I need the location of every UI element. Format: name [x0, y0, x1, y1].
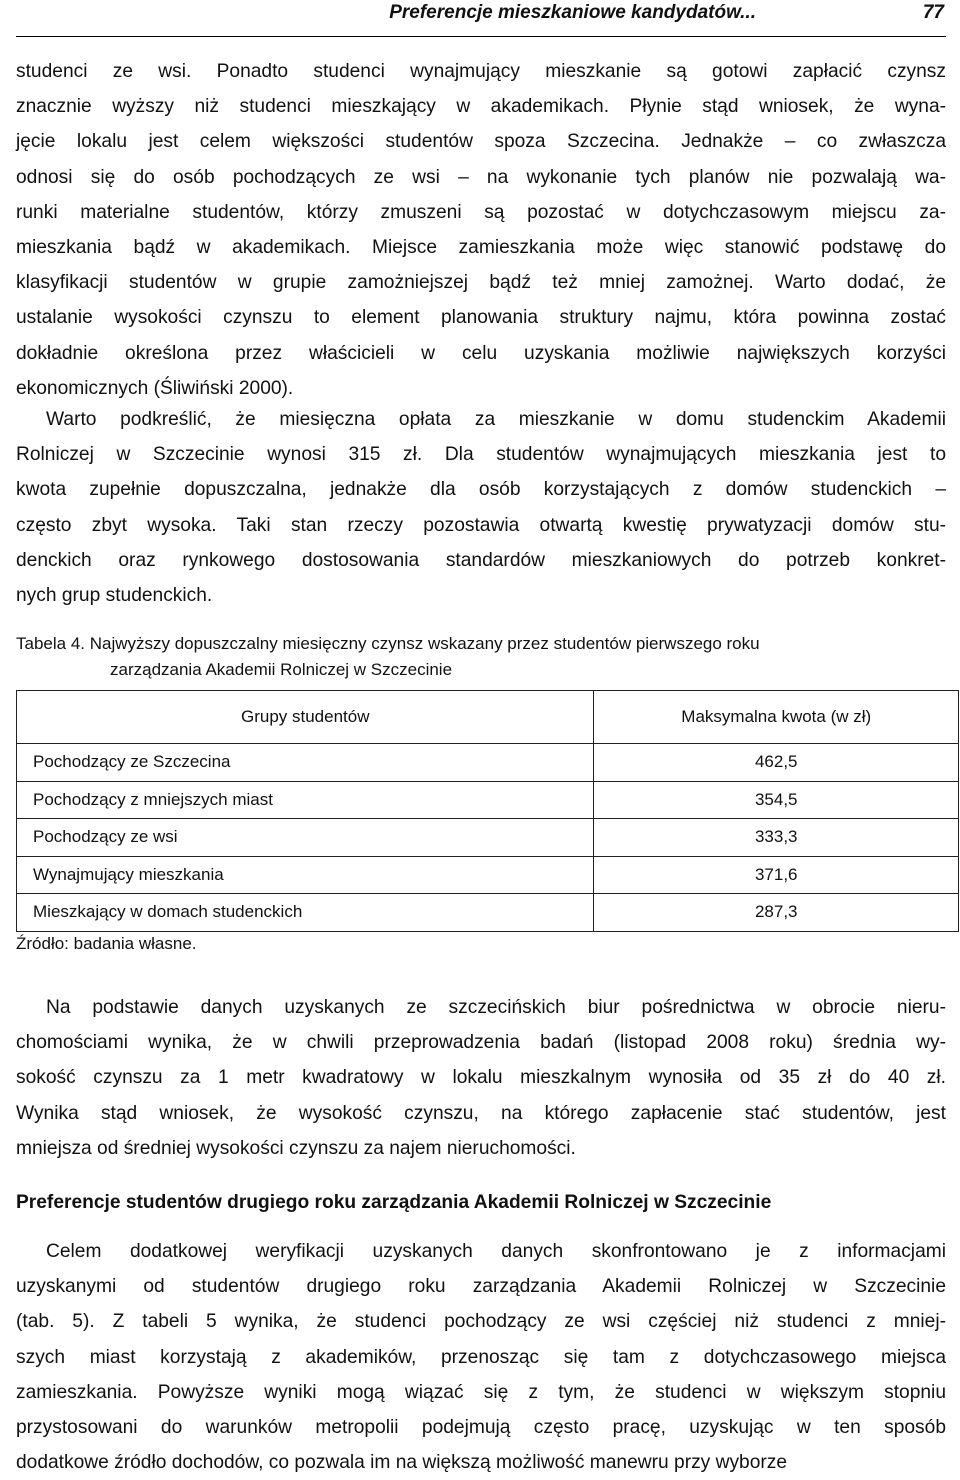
table-row: [17, 781, 959, 819]
cell-group: Pochodzący z mniejszych miast: [17, 781, 594, 819]
table-caption-label: Tabela 4.: [16, 634, 85, 653]
text-line: szych miast korzystają z akademików, przenosząc się tam z dotychczasowego miejsca: [16, 1346, 946, 1368]
cell-amount: 462,5: [594, 744, 959, 782]
text-line: nych grup studenckich.: [16, 585, 213, 607]
table-row: [17, 894, 959, 932]
text-line: denckich oraz rynkowego dostosowania standardów mieszkaniowych do potrzeb konkret-: [16, 549, 946, 571]
cell-amount: 354,5: [594, 781, 959, 819]
text-line: mieszkania bądź w akademikach. Miejsce zamieszkania może więc stanowić podstawę do: [16, 237, 946, 259]
text-line: uzyskanymi od studentów drugiego roku zarządzania Akademii Rolniczej w Szczecinie: [16, 1276, 946, 1298]
text-line: Warto podkreślić, że miesięczna opłata za mieszkanie w domu studenckim Akademii: [46, 409, 946, 430]
running-title: Preferencje mieszkaniowe kandydatów...: [389, 2, 756, 23]
table-caption-text: Najwyższy dopuszczalny miesięczny czynsz wskazany przez studentów pierwszego roku: [85, 634, 760, 653]
text-line: Rolniczej w Szczecinie wynosi 315 zł. Dla studentów wynajmujących mieszkania jest to: [16, 444, 946, 466]
page-number: 77: [922, 2, 944, 23]
table-row: [17, 856, 959, 894]
text-line: mniejsza od średniej wysokości czynszu za najem nieruchomości.: [16, 1137, 576, 1159]
table-caption: [16, 631, 946, 683]
text-line: sokość czynszu za 1 metr kwadratowy w lokalu mieszkalnym wynosiła od 35 zł do 40 zł.: [16, 1067, 946, 1089]
text-line: studenci ze wsi. Ponadto studenci wynajmujący mieszkanie są gotowi zapłacić czynsz: [16, 61, 946, 82]
table-row: [17, 744, 959, 782]
text-line: dokładnie określona przez właścicieli w celu uzyskania możliwie największych korzyści: [16, 342, 946, 364]
text-line: często zbyt wysoka. Taki stan rzeczy pozostawia otwartą kwestię prywatyzacji domów stu-: [16, 514, 946, 536]
text-line: klasyfikacji studentów w grupie zamożniejszej bądź też mniej zamożnej. Warto dodać, że: [16, 272, 946, 294]
paragraph-2: [16, 402, 946, 613]
text-line: przystosowani do warunków metropolii podejmują często pracę, uzyskując w ten sposób: [16, 1417, 946, 1439]
table-header-row: [17, 691, 959, 744]
column-header-group: Grupy studentów: [17, 691, 594, 744]
text-line: Celem dodatkowej weryfikacji uzyskanych danych skonfrontowano je z informacjami: [46, 1241, 946, 1262]
rent-table: [16, 690, 959, 932]
cell-amount: 371,6: [594, 856, 959, 894]
cell-group: Wynajmujący mieszkania: [17, 856, 594, 894]
text-line: Wynika stąd wniosek, że wysokość czynszu, na którego zapłacenie stać studentów, jest: [16, 1102, 946, 1124]
section-heading: Preferencje studentów drugiego roku zarządzania Akademii Rolniczej w Szczecinie: [16, 1192, 772, 1213]
table-caption-text-line2: zarządzania Akademii Rolniczej w Szczecinie: [110, 660, 453, 679]
table-source: Źródło: badania własne.: [16, 934, 197, 953]
running-header: [16, 0, 946, 37]
paragraph-1: [16, 54, 946, 406]
text-line: ekonomicznych (Śliwiński 2000).: [16, 377, 294, 399]
cell-amount: 333,3: [594, 819, 959, 857]
paragraph-4: [16, 1234, 946, 1480]
table-row: [17, 819, 959, 857]
text-line: runki materialne studentów, którzy zmuszeni są pozostać w dotychczasowym miejscu za-: [16, 201, 946, 223]
paragraph-3: [16, 990, 946, 1166]
text-line: znacznie wyższy niż studenci mieszkający w akademikach. Płynie stąd wniosek, że wyna-: [16, 96, 946, 118]
text-line: jęcie lokalu jest celem większości studentów spoza Szczecina. Jednakże – co zwłaszcza: [16, 131, 946, 153]
text-line: zamieszkania. Powyższe wyniki mogą wiązać się z tym, że studenci w większym stopniu: [16, 1381, 946, 1403]
cell-group: Mieszkający w domach studenckich: [17, 894, 594, 932]
text-line: (tab. 5). Z tabeli 5 wynika, że studenci pochodzący ze wsi częściej niż studenci z mniej-: [16, 1311, 946, 1333]
column-header-amount: Maksymalna kwota (w zł): [594, 691, 959, 744]
text-line: chomościami wynika, że w chwili przeprowadzenia badań (listopad 2008 roku) średnia wy-: [16, 1032, 946, 1054]
text-line: ustalanie wysokości czynszu to element planowania struktury najmu, która powinna zostać: [16, 307, 946, 329]
cell-amount: 287,3: [594, 894, 959, 932]
text-line: Na podstawie danych uzyskanych ze szczecińskich biur pośrednictwa w obrocie nieru-: [46, 997, 946, 1018]
text-line: dodatkowe źródło dochodów, co pozwala im na większą możliwość manewru przy wyborze: [16, 1452, 788, 1474]
cell-group: Pochodzący ze Szczecina: [17, 744, 594, 782]
text-line: kwota zupełnie dopuszczalna, jednakże dla osób korzystających z domów studenckich –: [16, 479, 946, 501]
cell-group: Pochodzący ze wsi: [17, 819, 594, 857]
text-line: odnosi się do osób pochodzących ze wsi – na wykonanie tych planów nie pozwalają wa-: [16, 166, 946, 188]
